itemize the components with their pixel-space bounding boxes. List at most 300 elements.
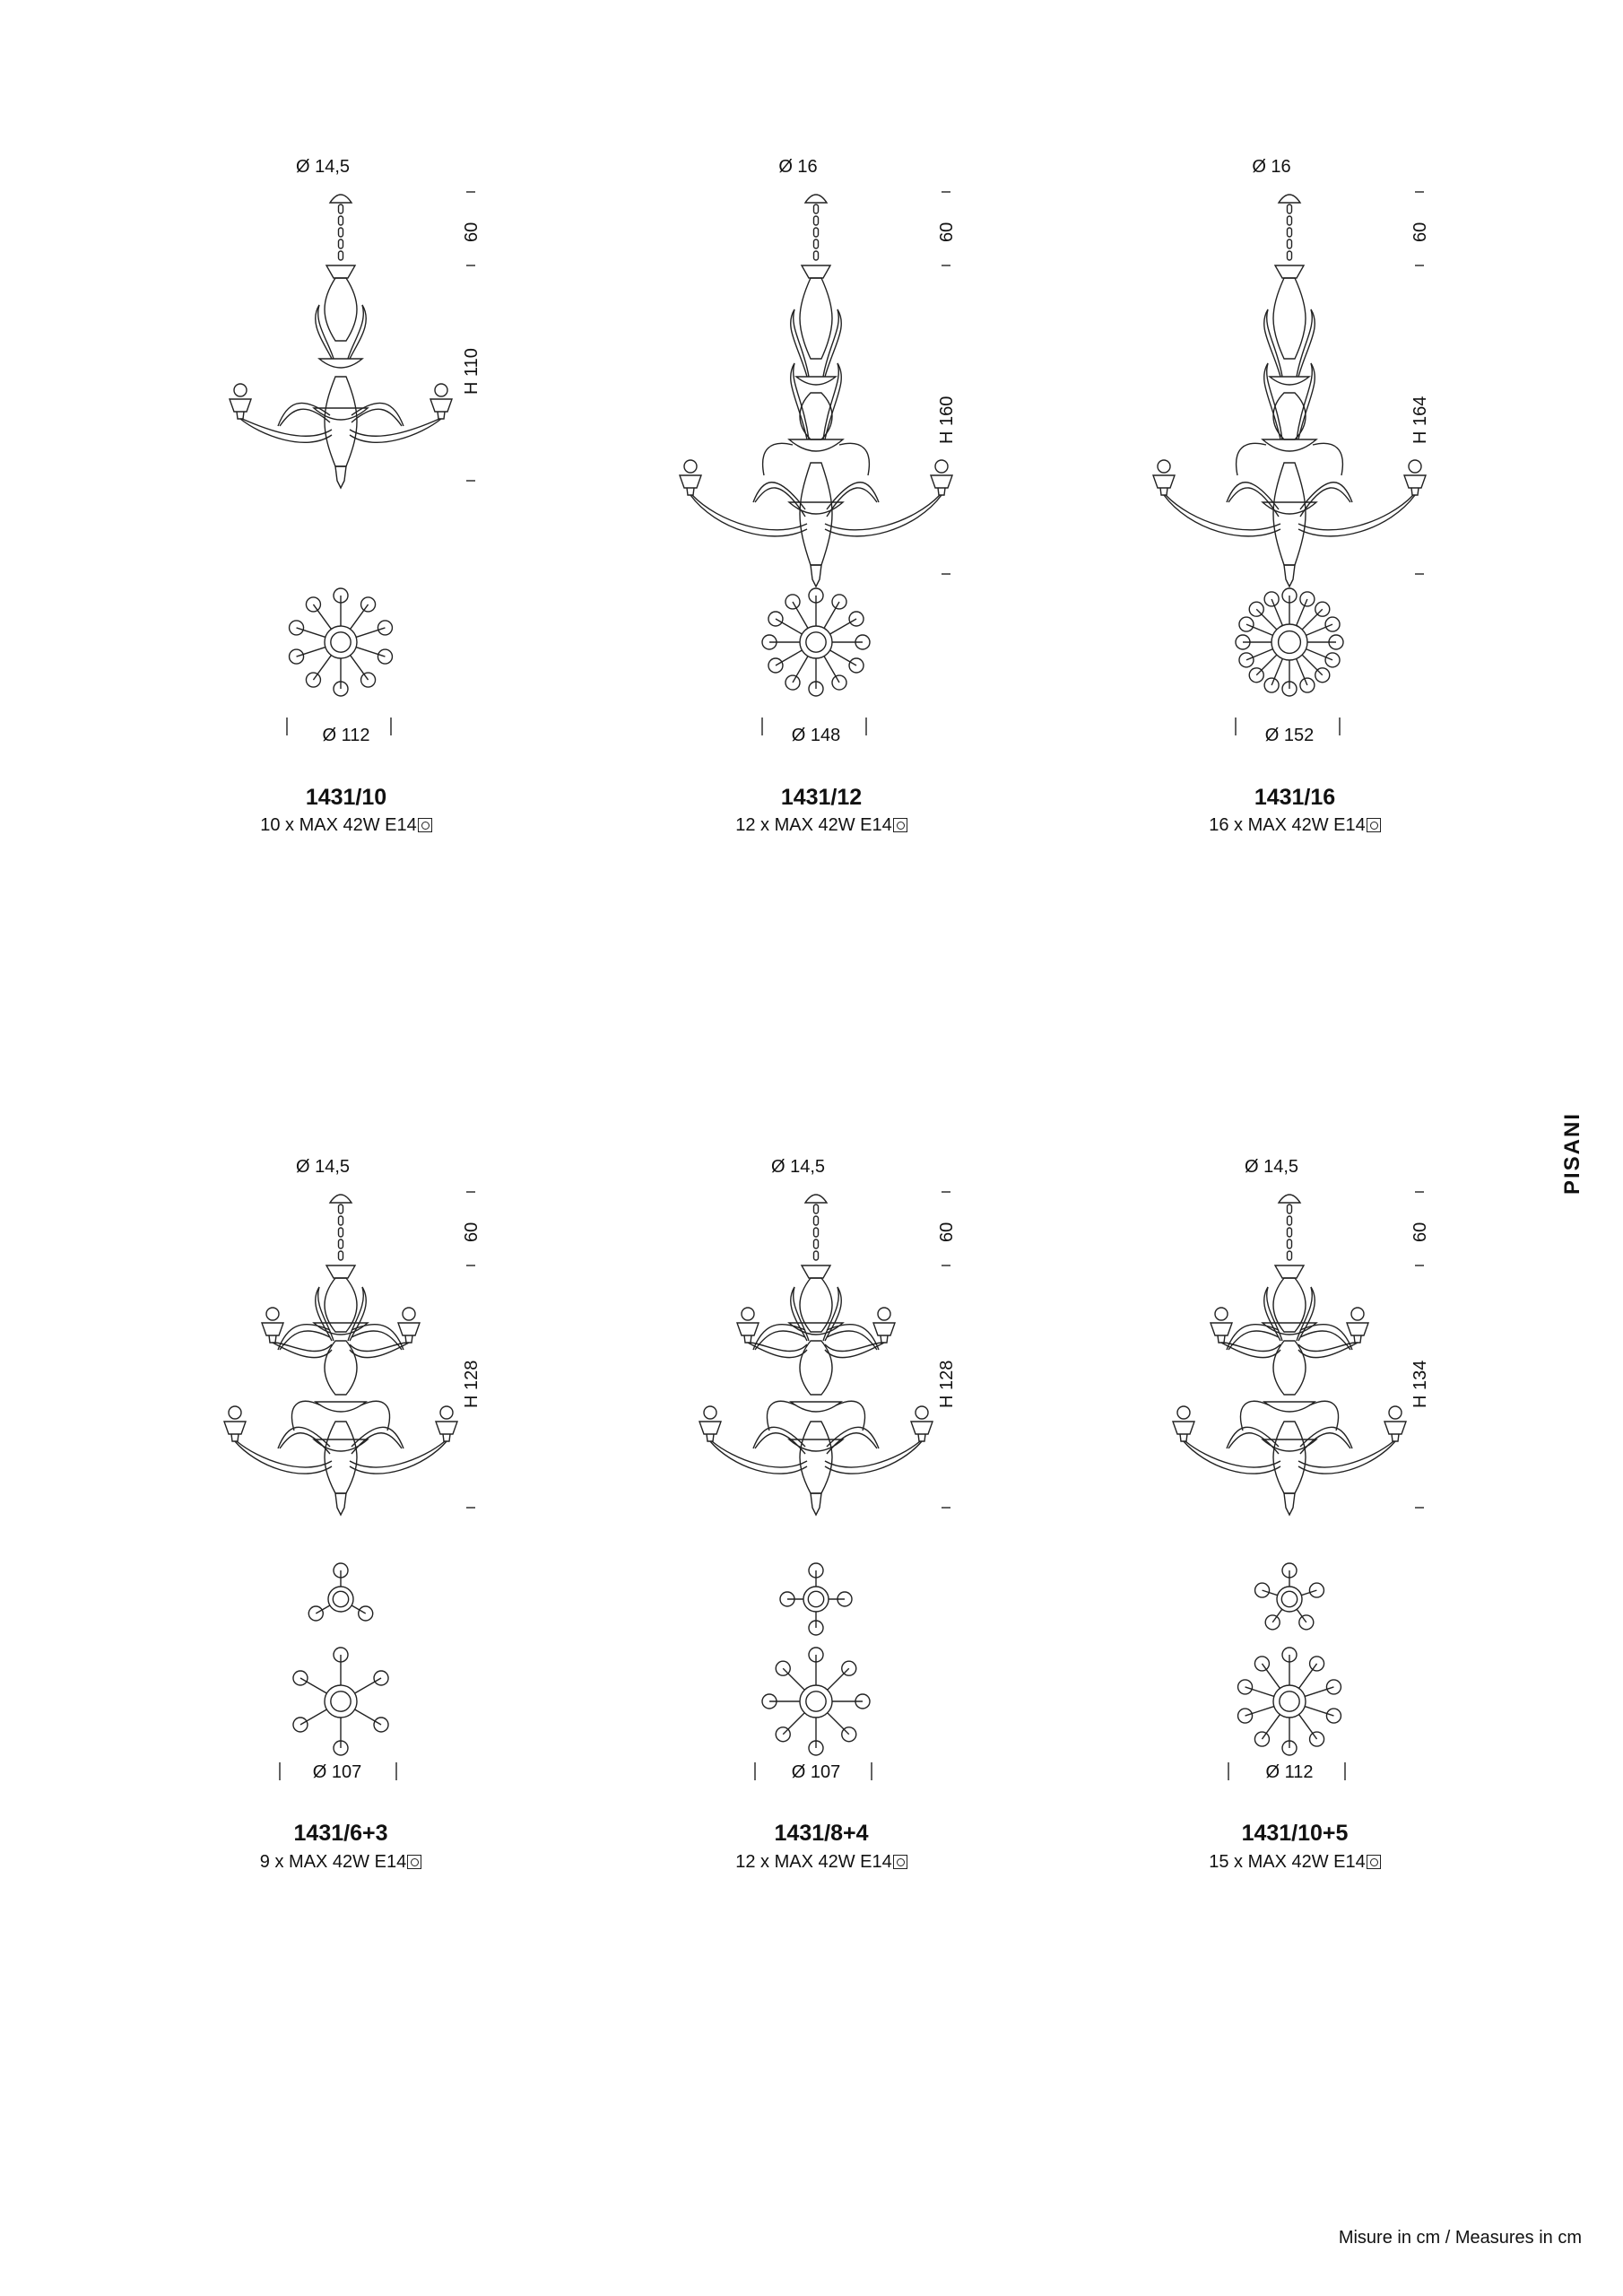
plan-arm [783, 1713, 804, 1735]
candle-stem [1392, 1434, 1399, 1441]
top-diameter-label: Ø 16 [778, 157, 818, 177]
chandelier-drawing [681, 152, 968, 601]
plan-arm [356, 648, 385, 657]
plan-bulb [768, 612, 783, 626]
bulb-shape [878, 1308, 890, 1320]
chain-height-label: 60 [462, 222, 482, 242]
column-vase [800, 1341, 832, 1395]
product-code: 1431/6+3 [293, 1821, 388, 1846]
finial [811, 1493, 821, 1515]
plan-bulb [1309, 1583, 1324, 1597]
column-vase [800, 278, 832, 359]
chain-height-label: 60 [462, 1222, 482, 1242]
plan-arm [313, 604, 331, 630]
plan-view [1155, 1538, 1442, 1789]
plan-bulb [290, 621, 304, 635]
height-label: H 128 [937, 1360, 957, 1408]
plan-bulb [306, 673, 320, 687]
spec-text: 12 x MAX 42W E14 [735, 1852, 892, 1872]
plan-arm [1302, 609, 1323, 630]
bulb-icon [893, 1855, 907, 1869]
bottom-diameter-label: Ø 152 [1264, 726, 1315, 745]
column-vase [800, 1278, 832, 1332]
arm-inner [350, 1441, 445, 1467]
candle-stem [918, 1434, 925, 1441]
plan-arm [1299, 1664, 1317, 1689]
plan-arm [1305, 1707, 1333, 1717]
glass-leaf-inner [280, 1433, 330, 1454]
bulb-shape [266, 1308, 279, 1320]
product-spec [1115, 816, 1474, 834]
bulb-shape [229, 1406, 241, 1419]
plan-bulb [1239, 653, 1254, 667]
chain-link [814, 1216, 819, 1225]
plan-arm [824, 657, 839, 683]
chain-link [1288, 1205, 1292, 1213]
chain-link [339, 1228, 343, 1237]
plan-view [206, 1538, 493, 1789]
candle-stem [1160, 488, 1167, 495]
chain-height-label: 60 [1410, 222, 1430, 242]
chain-link [339, 228, 343, 237]
plan-arm [1302, 655, 1323, 675]
plan-bulb [832, 595, 846, 609]
candle-stem [881, 1335, 888, 1343]
mid-bowl [316, 1402, 366, 1412]
product-spec [642, 1853, 1001, 1871]
chain-link [814, 1239, 819, 1248]
chain-link [814, 1228, 819, 1237]
bulb-icon [418, 818, 432, 832]
plan-arm [1305, 1687, 1333, 1697]
ceiling-canopy [1279, 1195, 1300, 1203]
product-code: 1431/8+4 [774, 1821, 869, 1846]
plan-arm [830, 650, 856, 665]
glass-leaf [278, 1325, 330, 1350]
product-1431-10 [206, 152, 655, 960]
product-1431-6-3 [206, 1152, 655, 1960]
glass-leaf-inner [1300, 1433, 1350, 1454]
column-vase [800, 1422, 832, 1493]
curl-leaf [1309, 1401, 1338, 1431]
product-1431-10-5 [1155, 1152, 1603, 1960]
glass-leaf [352, 1325, 404, 1350]
bulb-shape [1215, 1308, 1228, 1320]
hub-inner [331, 632, 351, 652]
plan-bulb [359, 1606, 373, 1621]
bottom-diameter-label: Ø 107 [791, 1762, 841, 1782]
candle-cup [911, 1422, 933, 1434]
hub-inner [1279, 631, 1301, 654]
tall-leaf [318, 305, 334, 359]
arm [240, 419, 332, 442]
bowl [789, 1439, 843, 1451]
product-code: 1431/12 [780, 785, 863, 810]
upper-bowl [789, 439, 843, 451]
bulb-shape [440, 1406, 453, 1419]
chain-height-label: 60 [937, 1222, 957, 1242]
mid-cup [796, 377, 836, 385]
bulb-shape [1389, 1406, 1402, 1419]
plan-bulb [1300, 678, 1315, 692]
top-cup [1275, 265, 1304, 278]
candle-cup [931, 475, 952, 488]
hub-inner [333, 1591, 348, 1606]
arm-inner [825, 1343, 882, 1352]
arm-inner [1185, 1441, 1280, 1467]
top-diameter-label: Ø 14,5 [295, 157, 351, 177]
column-vase [1273, 1278, 1306, 1332]
plan-arm [828, 1668, 849, 1690]
column-vase [1273, 1422, 1306, 1493]
finial [1284, 1493, 1295, 1515]
bulb-shape [916, 1406, 928, 1419]
glass-leaf [1300, 1325, 1352, 1350]
candle-stem [687, 488, 694, 495]
candle-stem [231, 1434, 239, 1441]
chandelier-drawing [1155, 1152, 1442, 1511]
plan-bulb [293, 1671, 308, 1685]
plan-bulb [378, 649, 392, 664]
plan-arm [1256, 655, 1277, 675]
arm-inner [350, 1343, 407, 1352]
plan-arm [776, 650, 802, 665]
candle-cup [436, 1422, 457, 1434]
arm-inner [1298, 495, 1413, 530]
height-label: H 110 [462, 348, 482, 395]
spec-text: 9 x MAX 42W E14 [259, 1852, 407, 1872]
chain-link [814, 239, 819, 248]
column-vase [325, 1422, 357, 1493]
candle-stem [405, 1335, 412, 1343]
product-code: 1431/16 [1254, 785, 1336, 810]
top-diameter-label: Ø 14,5 [1244, 1157, 1299, 1177]
chain-link [1288, 1251, 1292, 1260]
glass-leaf [827, 1325, 879, 1350]
hub-ring [325, 1685, 357, 1718]
candle-cup [224, 1422, 246, 1434]
plan-bulb [293, 1718, 308, 1732]
hub-ring [800, 626, 832, 658]
bulb-icon [407, 1855, 421, 1869]
candle-cup [1211, 1323, 1232, 1335]
bottom-diameter-label: Ø 148 [791, 726, 841, 745]
product-code: 1431/10 [305, 785, 387, 810]
tall-leaf [348, 305, 363, 359]
mid-bowl [791, 1402, 841, 1412]
top-diameter-label: Ø 14,5 [295, 1157, 351, 1177]
chain-link [1288, 1216, 1292, 1225]
hub-inner [1281, 1591, 1297, 1606]
plan-arm [300, 1709, 326, 1725]
mid-cup [319, 359, 362, 368]
glass-leaf [1227, 1325, 1279, 1350]
chain-link [1288, 1239, 1292, 1248]
top-cup [802, 265, 830, 278]
mid-cup [1270, 377, 1309, 385]
curl-leaf [292, 1401, 321, 1431]
candle-stem [707, 1434, 714, 1441]
plan-arm [824, 602, 839, 628]
plan-bulb [1239, 617, 1254, 631]
measures-footer: Misure in cm / Measures in cm [1338, 2228, 1582, 2248]
plan-bulb [785, 595, 800, 609]
spec-text: 16 x MAX 42W E14 [1209, 815, 1366, 835]
bowl [314, 1323, 368, 1335]
bulb-shape [704, 1406, 716, 1419]
product-spec [642, 816, 1001, 834]
candle-stem [744, 1335, 751, 1343]
hub-inner [808, 1591, 823, 1606]
plan-bulb [306, 597, 320, 612]
top-cup [326, 1265, 355, 1278]
arm-inner [825, 495, 940, 530]
candle-cup [737, 1323, 759, 1335]
plan-arm [297, 648, 325, 657]
plan-bulb [785, 675, 800, 690]
chandelier-drawing [681, 1152, 968, 1511]
chain-link [814, 1205, 819, 1213]
plan-arm [776, 619, 802, 634]
bulb-shape [684, 460, 697, 473]
glass-leaf-inner [755, 1433, 805, 1454]
hub-inner [806, 1692, 826, 1711]
arm-inner [1298, 1441, 1393, 1467]
plan-arm [355, 1709, 381, 1725]
plan-bulb [290, 649, 304, 664]
product-spec [167, 816, 525, 834]
plan-arm [1245, 1687, 1274, 1697]
arm [710, 1441, 807, 1474]
chandelier-drawing [206, 1152, 493, 1511]
column-vase [325, 1341, 357, 1395]
bulb-shape [234, 384, 247, 396]
plan-bulb [378, 621, 392, 635]
arm [235, 1441, 332, 1474]
spec-text: 10 x MAX 42W E14 [260, 815, 417, 835]
product-1431-12 [681, 152, 1130, 960]
glass-leaf-inner [280, 409, 330, 426]
hub-ring [1277, 1587, 1302, 1612]
arm [1184, 1441, 1280, 1474]
hub-ring [803, 1587, 829, 1612]
chain-link [339, 216, 343, 225]
hub-inner [331, 1692, 351, 1711]
candle-cup [1153, 475, 1175, 488]
top-cup [802, 1265, 830, 1278]
bottom-diameter-label: Ø 112 [322, 726, 370, 745]
curl-leaf [768, 1401, 796, 1431]
plan-arm [1256, 609, 1277, 630]
plan-arm [297, 628, 325, 638]
product-spec [1115, 1853, 1474, 1871]
top-diameter-label: Ø 16 [1252, 157, 1291, 177]
bottom-diameter-label: Ø 112 [1265, 1762, 1314, 1782]
chain-link [814, 251, 819, 260]
candle-stem [1218, 1335, 1225, 1343]
candle-cup [1173, 1422, 1194, 1434]
chandelier-drawing [1155, 152, 1442, 601]
candle-stem [438, 412, 445, 419]
chain-link [1288, 239, 1292, 248]
hub-ring [325, 626, 357, 658]
arm-inner [750, 1343, 807, 1352]
plan-bulb [1264, 592, 1279, 606]
arm [825, 495, 942, 536]
arm [350, 419, 441, 442]
plan-arm [1262, 1664, 1280, 1689]
candle-stem [237, 412, 244, 419]
curl-leaf [1237, 443, 1266, 475]
spec-text: 12 x MAX 42W E14 [735, 815, 892, 835]
chain-link [339, 239, 343, 248]
plan-bulb [1238, 1709, 1253, 1723]
candle-stem [443, 1434, 450, 1441]
product-1431-16 [1155, 152, 1603, 960]
bulb-shape [403, 1308, 415, 1320]
hub-ring [800, 1685, 832, 1718]
upper-bowl [1263, 439, 1316, 451]
chain-link [339, 204, 343, 213]
plan-arm [351, 656, 369, 681]
curl-leaf [836, 1401, 864, 1431]
plan-arm [351, 604, 369, 630]
plan-arm [313, 656, 331, 681]
glass-leaf-inner [352, 409, 402, 426]
candle-cup [430, 399, 452, 412]
arm [1298, 495, 1415, 536]
chain-link [1288, 1228, 1292, 1237]
bowl [1263, 1323, 1316, 1335]
bulb-shape [1351, 1308, 1364, 1320]
bulb-shape [742, 1308, 754, 1320]
plan-bulb [1264, 678, 1279, 692]
plan-bulb [1325, 653, 1340, 667]
plan-arm [830, 619, 856, 634]
hub-ring [328, 1587, 353, 1612]
column-vase [325, 1278, 357, 1332]
arm-inner [237, 1441, 332, 1467]
chain-height-label: 60 [1410, 1222, 1430, 1242]
glass-leaf-inner [827, 1433, 877, 1454]
plan-arm [355, 1678, 381, 1693]
candle-stem [938, 488, 945, 495]
arm [1164, 495, 1280, 536]
mid-bowl [1264, 1402, 1315, 1412]
arm-inner [712, 1441, 807, 1467]
plan-bulb [308, 1606, 323, 1621]
plan-arm [793, 657, 808, 683]
chain-link [339, 1239, 343, 1248]
bulb-shape [1177, 1406, 1190, 1419]
bulb-shape [1158, 460, 1170, 473]
ceiling-canopy [330, 195, 352, 203]
plan-bulb [1326, 1680, 1341, 1694]
chain-link [339, 1251, 343, 1260]
hub-inner [806, 632, 826, 652]
arm-inner [242, 419, 332, 436]
brand-label: PISANI [1560, 1111, 1584, 1195]
arm [690, 495, 807, 536]
hub-ring [1273, 1685, 1306, 1718]
plan-arm [1299, 1715, 1317, 1740]
plan-bulb [361, 673, 376, 687]
plan-arm [1245, 1707, 1274, 1717]
curl-leaf [763, 443, 793, 475]
plan-bulb [1326, 1709, 1341, 1723]
curl-leaf [1313, 443, 1342, 475]
top-cup [1275, 1265, 1304, 1278]
plan-bulb [1300, 592, 1315, 606]
candle-stem [1411, 488, 1419, 495]
plan-view [681, 1538, 968, 1789]
chain-link [814, 228, 819, 237]
plan-bulb [361, 597, 376, 612]
arm-inner [1298, 1343, 1356, 1352]
spec-text: 15 x MAX 42W E14 [1209, 1852, 1366, 1872]
arm-inner [1166, 495, 1280, 530]
chain-link [339, 1216, 343, 1225]
plan-arm [300, 1678, 326, 1693]
bulb-icon [1367, 1855, 1381, 1869]
finial [335, 466, 346, 488]
chain-link [339, 251, 343, 260]
glass-leaf-inner [1228, 1433, 1279, 1454]
bulb-icon [893, 818, 907, 832]
candle-cup [398, 1323, 420, 1335]
ceiling-canopy [805, 1195, 827, 1203]
curl-leaf [360, 1401, 389, 1431]
candle-cup [1404, 475, 1426, 488]
plan-arm [793, 602, 808, 628]
chain-height-label: 60 [937, 222, 957, 242]
arm-inner [825, 1441, 920, 1467]
hub-ring [1271, 624, 1307, 660]
plan-arm [356, 628, 385, 638]
plan-arm [783, 1668, 804, 1690]
candle-cup [873, 1323, 895, 1335]
product-1431-8-4 [681, 1152, 1130, 1960]
chandelier-drawing [206, 152, 493, 493]
candle-cup [262, 1323, 283, 1335]
bowl [314, 1439, 368, 1451]
candle-cup [680, 475, 701, 488]
arm [825, 1441, 922, 1474]
ceiling-canopy [1279, 195, 1300, 203]
bulb-icon [1367, 818, 1381, 832]
chain-link [1288, 228, 1292, 237]
arm [350, 1441, 447, 1474]
chain-link [1288, 216, 1292, 225]
chain-link [339, 1205, 343, 1213]
arm-inner [1223, 1343, 1280, 1352]
column-vase [1273, 1341, 1306, 1395]
candle-cup [1384, 1422, 1406, 1434]
plan-bulb [832, 675, 846, 690]
glass-leaf-inner [352, 1433, 402, 1454]
bulb-shape [1409, 460, 1421, 473]
chain-link [1288, 204, 1292, 213]
column-vase [1273, 278, 1306, 359]
chain-link [814, 1251, 819, 1260]
ceiling-canopy [330, 1195, 352, 1203]
product-code: 1431/10+5 [1241, 1821, 1349, 1846]
ceiling-canopy [805, 195, 827, 203]
curl-leaf [839, 443, 869, 475]
height-label: H 128 [462, 1360, 482, 1408]
arm-inner [274, 1343, 332, 1352]
arm-inner [692, 495, 807, 530]
